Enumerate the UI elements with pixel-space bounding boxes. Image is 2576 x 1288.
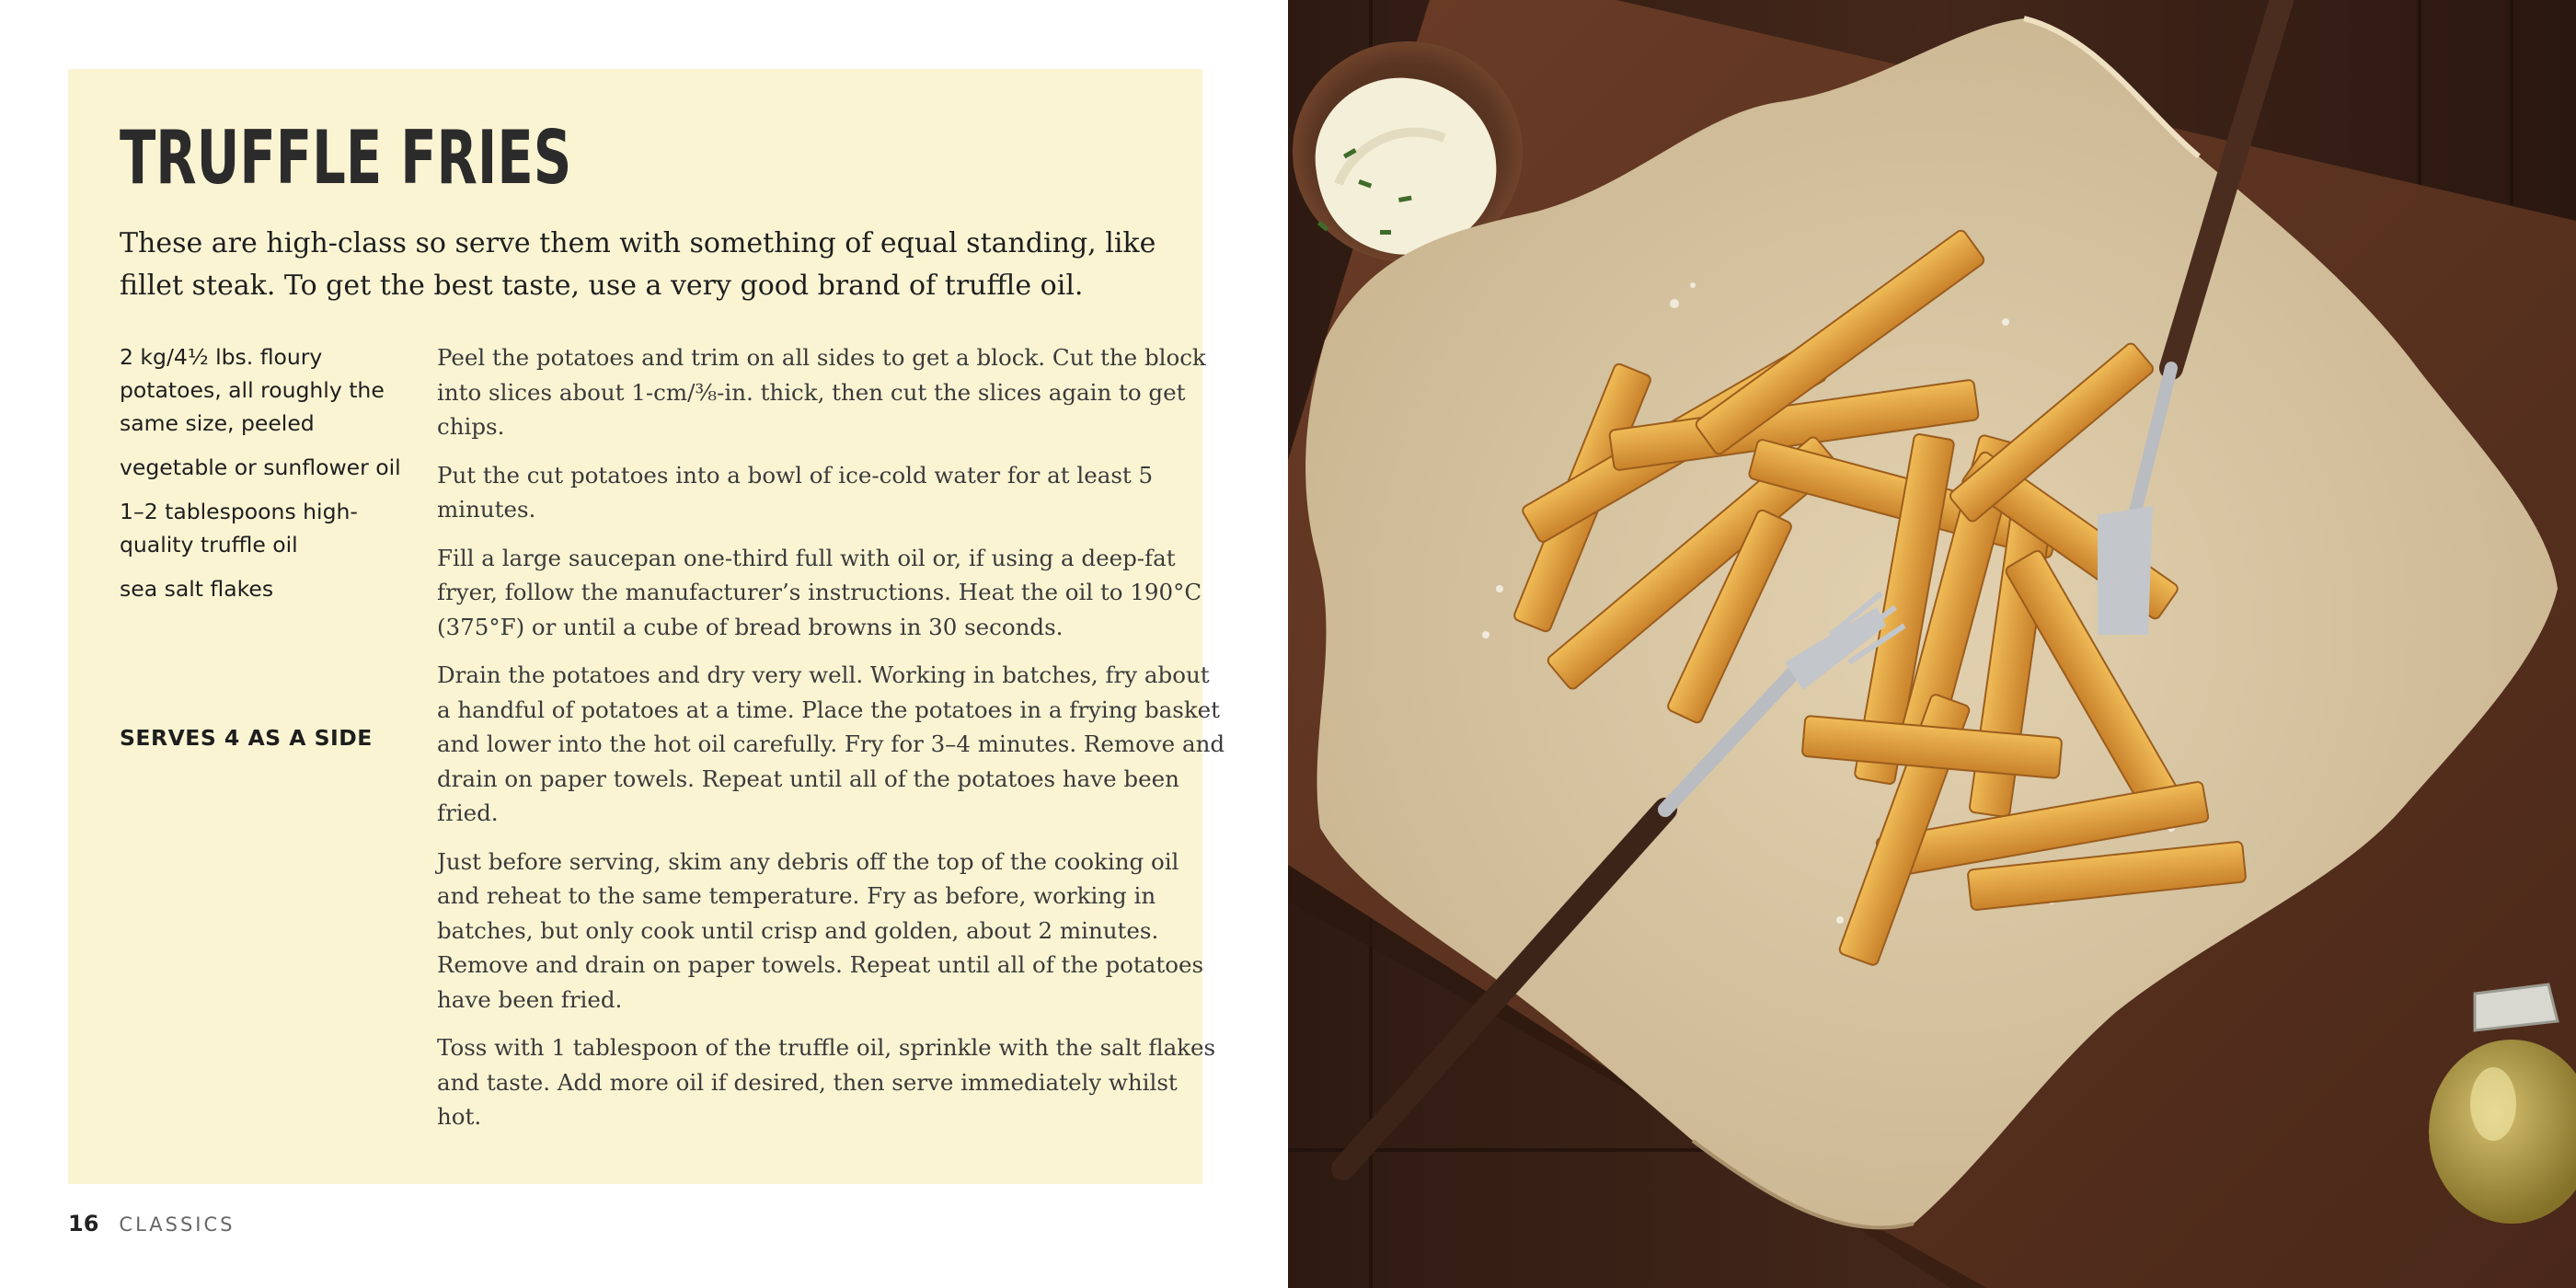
section-name: CLASSICS xyxy=(119,1213,236,1236)
method-steps xyxy=(437,340,1228,1148)
recipe-intro: These are high-class so serve them with something of equal standing, like fillet steak. To get the best taste, use a very good brand of truffle oil. xyxy=(120,227,1156,302)
food-photo-illustration xyxy=(1288,0,2576,1288)
page-footer xyxy=(68,1211,235,1236)
ingredient-item: 1–2 tablespoons high-quality truffle oil xyxy=(120,499,358,558)
method-step: Peel the potatoes and trim on all sides to get a block. Cut the block into slices about 1-cm/⅜-in. thick, then cut the slices again to get chips. xyxy=(437,344,1206,440)
serves-label: SERVES 4 AS A SIDE xyxy=(120,725,373,751)
ingredient-item: sea salt flakes xyxy=(120,576,274,602)
page-number: 16 xyxy=(68,1211,99,1236)
method-step: Toss with 1 tablespoon of the truffle oil, sprinkle with the salt flakes and taste. Add more oil if desired, then serve immediately whilst hot. xyxy=(437,1034,1216,1130)
method-step: Fill a large saucepan one-third full with oil or, if using a deep-fat fryer, follow the manufacturer’s instructions. Heat the oil to 190°C (375°F) or until a cube of bread browns in 30 seconds. xyxy=(437,544,1202,640)
recipe-panel xyxy=(68,69,1225,1184)
method-step: Drain the potatoes and dry very well. Working in batches, fry about a handful of potatoes at a time. Place the potatoes in a frying basket and lower into the hot oil carefully. Fry for 3–4 minutes. Remove and drain on paper towels. Repeat until all of the potatoes have been fried. xyxy=(437,661,1225,826)
recipe-title: TRUFFLE FRIES xyxy=(120,115,572,201)
method-step: Just before serving, skim any debris off the top of the cooking oil and reheat to the same temperature. Fry as before, working in batches, but only cook until crisp and golden, about 2 minutes. Remove and drain on paper towels. Repeat until all of the potatoes have been fried. xyxy=(437,847,1204,1013)
ingredient-item: 2 kg/4½ lbs. floury potatoes, all roughly the same size, peeled xyxy=(120,344,385,436)
method-step: Put the cut potatoes into a bowl of ice-cold water for at least 5 minutes. xyxy=(437,461,1154,523)
ingredient-item: vegetable or sunflower oil xyxy=(120,454,401,480)
ingredient-list xyxy=(120,340,405,616)
truffle-fries-photo xyxy=(1288,0,2576,1288)
